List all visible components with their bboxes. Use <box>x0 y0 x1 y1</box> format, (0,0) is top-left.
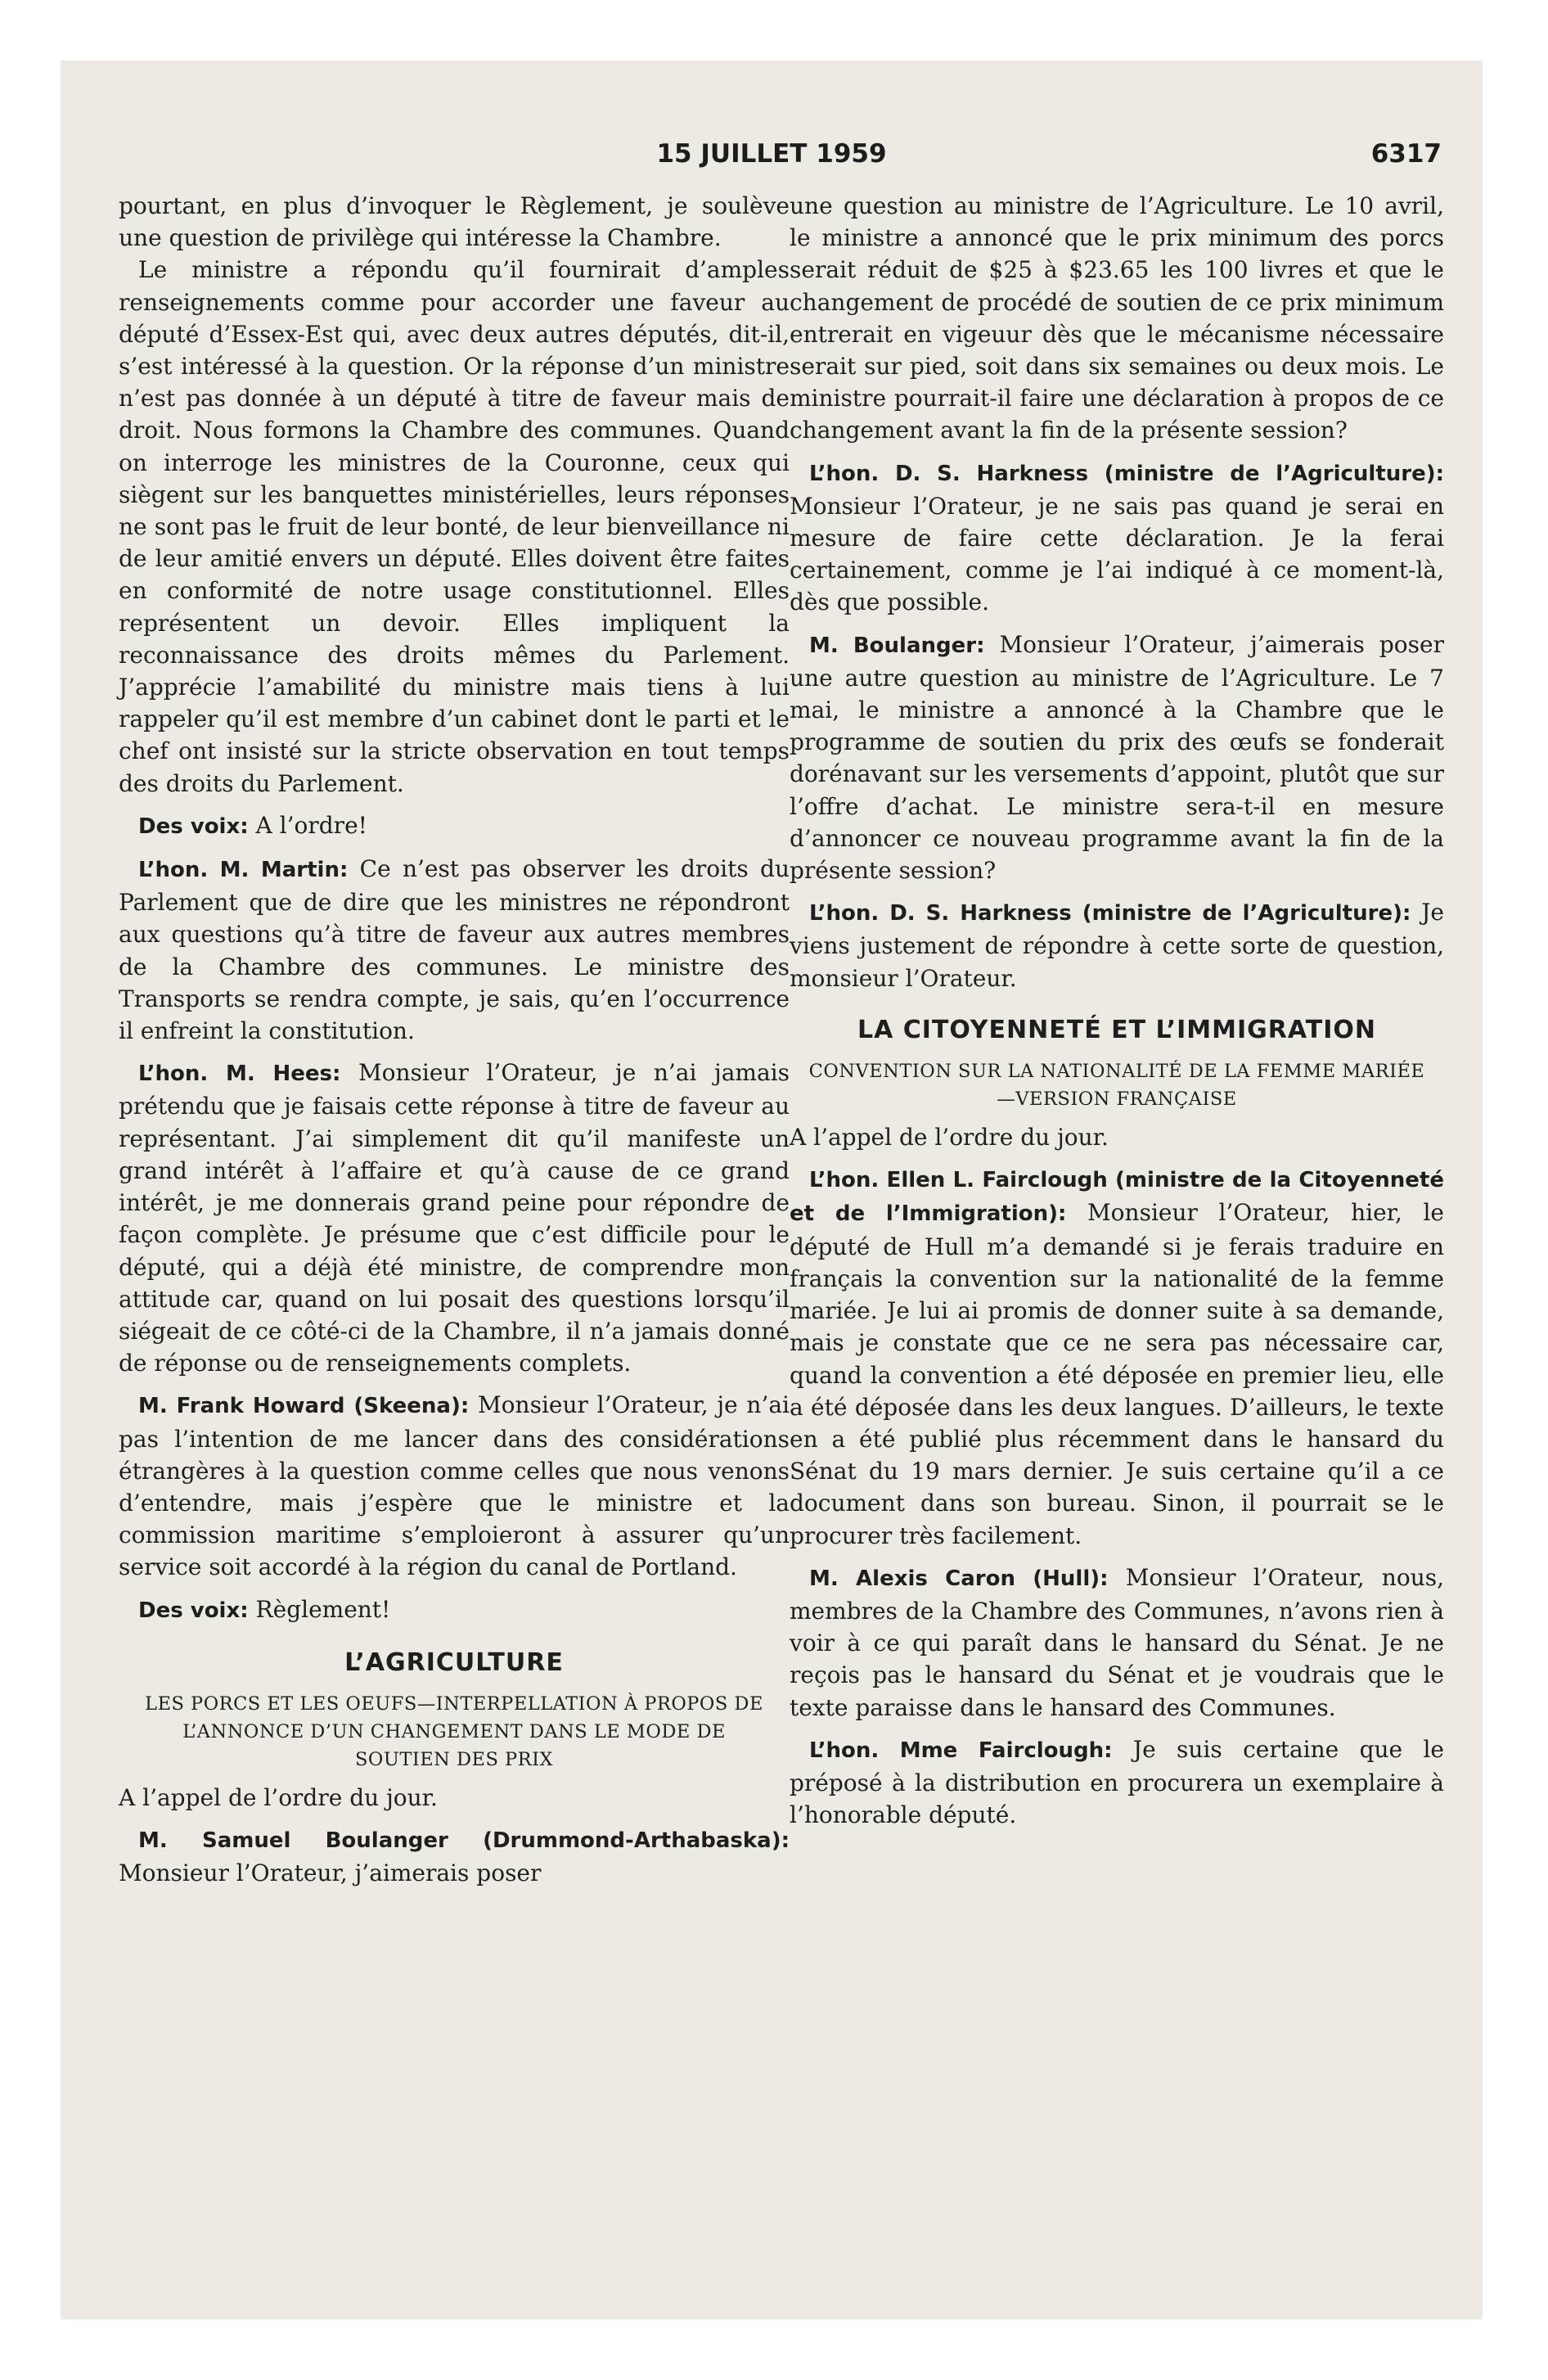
speaker-name: L’hon. Ellen L. Fairclough (ministre de la Citoyenneté et de l’Immigration): <box>790 1168 1444 1227</box>
speaker-name: Des voix: <box>138 1598 249 1623</box>
speech-text: Règlement! <box>248 1595 391 1623</box>
section-heading: LA CITOYENNETÉ ET L’IMMIGRATION <box>857 1015 1377 1044</box>
speech <box>790 1733 1444 1832</box>
speech-text: Monsieur l’Orateur, hier, le député de Hull m’a demandé si je ferais traduire en français la convention sur la nationalité de la femme mariée. Je lui ai promis de donner suite à sa demande, mais je constate que ce ne sera pas nécessaire car, quand la convention a été déposée en premier lieu, elle a été déposée dans les deux langues. D’ailleurs, le texte en a été publié plus récemment dans le hansard du Sénat du 19 mars dernier. Je suis certaine qu’il a ce document dans son bureau. Sinon, il pourrait se le procurer très facilement. <box>790 1199 1444 1549</box>
speaker-name: L’hon. M. Martin: <box>138 858 349 883</box>
section-heading: L’AGRICULTURE <box>344 1648 564 1677</box>
section-subheading: CONVENTION SUR LA NATIONALITÉ DE LA FEMME MARIÉE—VERSION FRANÇAISE <box>808 1061 1425 1111</box>
speech <box>119 1823 790 1889</box>
speaker-name: M. Frank Howard (Skeena): <box>138 1394 470 1419</box>
page-number: 6317 <box>1370 139 1442 169</box>
running-head <box>61 139 1483 180</box>
speech-text: Ce n’est pas observer les droits du Parlement que de dire que les ministres ne répondront aux questions qu’à titre de faveur aux autres membres de la Chambre des communes. Le ministre des Transports se rendra compte, je sais, qu’en l’occurrence il enfreint la constitution. <box>119 855 790 1045</box>
speech-text: Monsieur l’Orateur, je n’ai pas l’intention de me lancer dans des considérations étrangères à la question comme celles que nous venons d’entendre, mais j’espère que le ministre et la commission maritime s’emploieront à assurer qu’un service soit accordé à la région du canal de Portland. <box>119 1391 790 1581</box>
order-call: A l’appel de l’ordre du jour. <box>119 1783 438 1811</box>
speaker-name: Des voix: <box>138 814 249 839</box>
speech <box>119 1593 790 1627</box>
speech <box>790 1163 1444 1551</box>
speech-text: Je viens justement de répondre à cette sorte de question, monsieur l’Orateur. <box>790 899 1444 992</box>
speaker-name: M. Boulanger: <box>809 633 985 658</box>
speaker-name: M. Alexis Caron (Hull): <box>809 1566 1109 1591</box>
speech <box>119 1389 790 1583</box>
speaker-name: M. Samuel Boulanger (Drummond-Arthabaska): <box>138 1828 790 1854</box>
speech-text: Monsieur l’Orateur, je n’ai jamais prétendu que je faisais cette réponse à titre de faveur au représentant. J’ai simplement dit qu’il manifeste un grand intérêt à l’affaire et qu’à cause de ce grand intérêt, je me donnerais grand peine pour répondre de façon complète. Je présume que c’est difficile pour le député, qui a déjà été ministre, de comprendre mon attitude car, quand on lui posait des questions lorsqu’il siégeait de ce côté-ci de la Chambre, il n’a jamais donné de réponse ou de renseignements complets. <box>119 1059 790 1377</box>
paragraph: Le ministre a répondu qu’il fournirait d’amples renseignements comme pour accorder une faveur au député d’Essex-Est qui, avec deux autres députés, dit-il, s’est intéressé à la question. Or la réponse d’un ministre n’est pas donnée à un député à titre de faveur mais de droit. Nous formons la Chambre des communes. Quand on interroge les ministres de la Couronne, ceux qui siègent sur les banquettes ministérielles, leurs réponses ne sont pas le fruit de leur bonté, de leur bienveillance ni de leur amitié envers un député. Elles doivent être faites en conformité de notre usage constitutionnel. Elles représentent un devoir. Elles impliquent la reconnaissance des droits mêmes du Parlement. J’apprécie l’amabilité du ministre mais tiens à lui rappeler qu’il est membre d’un cabinet dont le parti et le chef ont insisté sur la stricte observation en tout temps des droits du Parlement. <box>119 256 790 797</box>
page-date: 15 JUILLET 1959 <box>656 139 887 169</box>
speech-text: Je suis certaine que le préposé à la distribution en procurera un exemplaire à l’honorable député. <box>790 1735 1444 1829</box>
speech-text: Monsieur l’Orateur, nous, membres de la Chambre des Communes, n’avons rien à voir à ce qui paraît dans le hansard du Sénat. Je ne reçois pas le hansard du Sénat et je voudrais que le texte paraisse dans le hansard des Communes. <box>790 1563 1444 1721</box>
speech <box>790 629 1444 887</box>
speech-text: Monsieur l’Orateur, je ne sais pas quand je serai en mesure de faire cette déclaration. Je la ferai certainement, comme je l’ai indiqué à ce moment-là, dès que possible. <box>790 492 1444 616</box>
speech-text: A l’ordre! <box>248 811 367 839</box>
speech <box>119 853 790 1047</box>
speech <box>790 1562 1444 1724</box>
paragraph: pourtant, en plus d’invoquer le Règlement, je soulève une question de privilège qui intéresse la Chambre. <box>119 192 790 252</box>
speech <box>790 896 1444 994</box>
section-subheading: LES PORCS ET LES OEUFS—INTERPELLATION À PROPOS DE L’ANNONCE D’UN CHANGEMENT DANS LE MODE DE SOUTIEN DES PRIX <box>145 1693 763 1770</box>
speech <box>119 809 790 843</box>
speaker-name: L’hon. M. Hees: <box>138 1062 341 1087</box>
speech-text: Monsieur l’Orateur, j’aimerais poser <box>119 1859 542 1887</box>
speaker-name: L’hon. D. S. Harkness (ministre de l’Agriculture): <box>809 901 1411 926</box>
left-column <box>119 190 790 2170</box>
right-column <box>790 190 1444 2170</box>
speaker-name: L’hon. D. S. Harkness (ministre de l’Agriculture): <box>809 461 1444 486</box>
paragraph: une question au ministre de l’Agriculture. Le 10 avril, le ministre a annoncé que le prix minimum des porcs serait réduit de $25 à $23.65 les 100 livres et que le changement de procédé de soutien de ce prix minimum entrerait en vigeuur dès que le mécanisme nécessaire serait sur pied, soit dans six semaines ou deux mois. Le ministre pourrait-il faire une déclaration à propos de ce changement avant la fin de la présente session? <box>790 192 1444 444</box>
speech <box>790 457 1444 619</box>
order-call: A l’appel de l’ordre du jour. <box>790 1124 1109 1152</box>
speech-text: Monsieur l’Orateur, j’aimerais poser une autre question au ministre de l’Agriculture. Le 7 mai, le ministre a annoncé à la Chambre que le programme de soutien du prix des œufs se fonderait dorénavant sur les versements d’appoint, plutôt que sur l’offre d’achat. Le ministre sera-t-il en mesure d’annoncer ce nouveau programme avant la fin de la présente session? <box>790 630 1444 885</box>
speech <box>119 1057 790 1379</box>
speaker-name: L’hon. Mme Fairclough: <box>809 1738 1113 1763</box>
